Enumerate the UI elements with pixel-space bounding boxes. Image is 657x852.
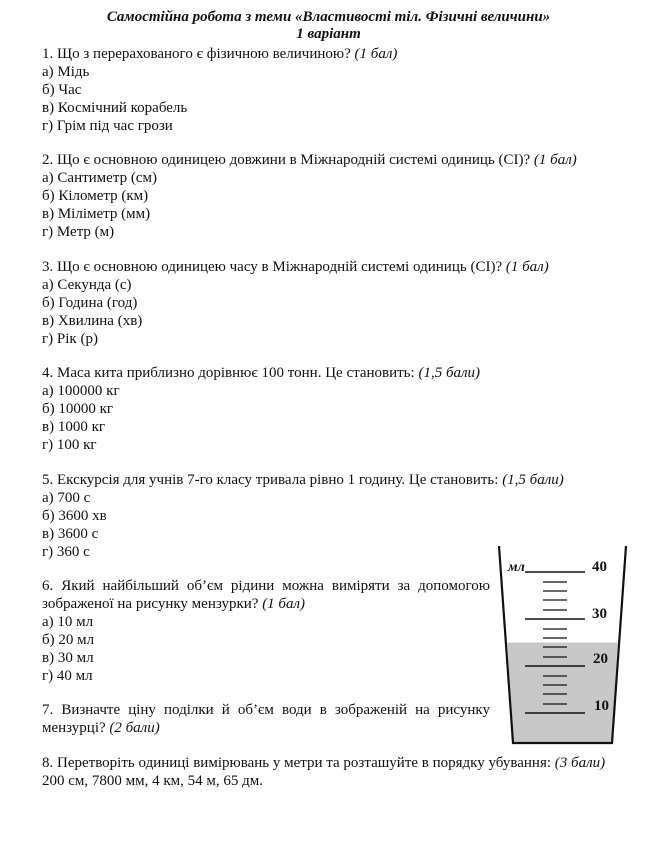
question-2-text: 2. Що є основною одиницею довжини в Міжнародній системі одиниць (СІ)? xyxy=(42,152,531,168)
question-6 xyxy=(42,577,490,685)
option: в) 3600 с xyxy=(42,526,99,542)
option: г) Грім під час грози xyxy=(42,118,173,134)
beaker-unit-label: мл xyxy=(508,560,525,575)
beaker-label-30: 30 xyxy=(592,606,607,622)
worksheet-title: Самостійна робота з теми «Властивості тіл. Фізичні величини» xyxy=(106,9,551,25)
question-3 xyxy=(42,258,627,348)
question-2-points: (1 бал) xyxy=(533,152,577,168)
question-6-text-line1: 6. Який найбільший об’єм рідини можна виміряти за допомогою xyxy=(42,578,490,594)
option: б) 20 мл xyxy=(42,632,95,648)
question-3-points: (1 бал) xyxy=(505,259,549,275)
option: в) Космічний корабель xyxy=(42,100,188,116)
beaker-label-40: 40 xyxy=(592,559,607,575)
question-1-text: 1. Що з перерахованого є фізичною величиною? xyxy=(42,46,351,62)
question-7 xyxy=(42,701,490,737)
question-5-points: (1,5 бали) xyxy=(502,472,564,488)
option: а) 10 мл xyxy=(42,614,94,630)
option: г) Метр (м) xyxy=(42,224,115,240)
question-5-text: 5. Екскурсія для учнів 7-го класу тривала рівно 1 годину. Це становить: xyxy=(42,472,499,488)
question-1 xyxy=(42,45,627,135)
question-8-points: (3 бали) xyxy=(554,755,606,771)
question-2 xyxy=(42,151,627,241)
measuring-cylinder-figure xyxy=(495,540,630,750)
option: а) Сантиметр (см) xyxy=(42,170,157,186)
option: б) 10000 кг xyxy=(42,401,114,417)
option: б) Час xyxy=(42,82,82,98)
question-7-points: (2 бали) xyxy=(109,720,160,736)
option: а) 100000 кг xyxy=(42,383,120,399)
question-7-text-line2: мензурці? xyxy=(42,720,106,736)
question-4 xyxy=(42,364,627,454)
question-8-text: 8. Перетворіть одиниці вимірювань у метри та розташуйте в порядку убування: xyxy=(42,755,552,771)
option: а) Секунда (с) xyxy=(42,277,132,293)
question-4-text: 4. Маса кита приблизно дорівнює 100 тонн. Це становить: xyxy=(42,365,415,381)
option: б) 3600 хв xyxy=(42,508,107,524)
question-6-points: (1 бал) xyxy=(262,596,306,612)
option: в) 1000 кг xyxy=(42,419,106,435)
option: б) Кілометр (км) xyxy=(42,188,149,204)
option: в) 30 мл xyxy=(42,650,94,666)
option: г) 100 кг xyxy=(42,437,97,453)
option: а) Мідь xyxy=(42,64,90,80)
question-6-text-line2: зображеної на рисунку мензурки? xyxy=(42,596,259,612)
question-3-text: 3. Що є основною одиницею часу в Міжнародній системі одиниць (СІ)? xyxy=(42,259,503,275)
option: а) 700 с xyxy=(42,490,91,506)
beaker-label-10: 10 xyxy=(594,698,609,714)
question-7-text-line1: 7. Визначте ціну поділки й об’єм води в зображеній на рисунку xyxy=(42,702,490,718)
question-8 xyxy=(42,754,627,790)
option: б) Година (год) xyxy=(42,295,138,311)
worksheet-variant: 1 варіант xyxy=(296,26,361,42)
option: г) 360 с xyxy=(42,544,90,560)
question-4-points: (1,5 бали) xyxy=(418,365,481,381)
option: г) Рік (р) xyxy=(42,331,98,347)
option: г) 40 мл xyxy=(42,668,93,684)
option: в) Міліметр (мм) xyxy=(42,206,151,222)
question-8-values: 200 см, 7800 мм, 4 км, 54 м, 65 дм. xyxy=(42,773,264,789)
question-1-points: (1 бал) xyxy=(354,46,398,62)
option: в) Хвилина (хв) xyxy=(42,313,143,329)
beaker-label-20: 20 xyxy=(593,651,608,667)
